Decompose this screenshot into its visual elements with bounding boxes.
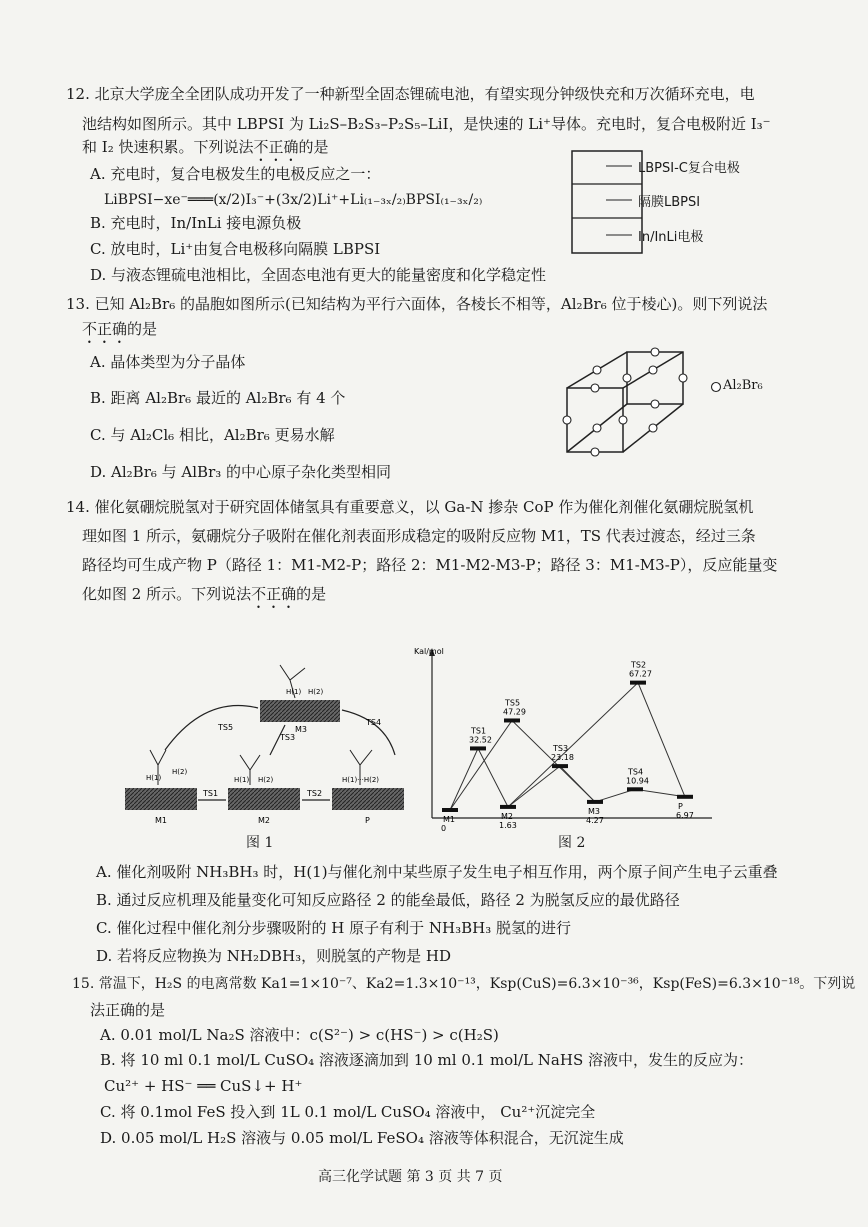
q12-option-a-line1: A. 充电时，复合电极发生的电极反应之一： [90,165,381,183]
level-value-ts2: 67.27 [629,669,652,679]
level-name-m2: M2 [501,811,513,821]
label-composite-electrode: LBPSI-C复合电极 [638,161,740,176]
edge-center-atom [563,416,571,424]
q15-stem-line1: 15. 常温下，H₂S 的电离常数 Ka1=1×10⁻⁷、Ka2=1.3×10⁻¹³，Ksp(CuS)=6.3×10⁻³⁶，Ksp(FeS)=6.3×10⁻¹⁸。下列说 [72,976,856,992]
q12-emphasis: 不正确 [253,138,299,156]
level-value-ts1: 32.52 [469,735,492,745]
label-ts5: TS5 [218,723,234,732]
q14-stem-line4 [82,584,326,612]
level-name-ts4: TS4 [628,767,644,777]
catalyst-p [332,788,404,810]
level-name-ts1: TS1 [471,726,487,736]
edge-center-atom [623,374,631,382]
q12-option-c: C. 放电时，Li⁺由复合电极移向隔膜 LBPSI [90,240,381,258]
level-name-m1: M1 [443,815,455,824]
q13-option-c: C. 与 Al₂Cl₆ 相比，Al₂Br₆ 更易水解 [90,426,335,444]
q12-option-b: B. 充电时，In/InLi 接电源负极 [90,214,302,232]
label-separator: 隔膜LBPSI [638,195,701,210]
label-ts3: TS3 [280,733,296,742]
level-value-m1: 0 [441,824,447,833]
edge-center-atom [649,366,657,374]
q14-stem-line2: 理如图 1 所示，氨硼烷分子吸附在催化剂表面形成稳定的吸附反应物 M1，TS 代表过渡态，经过三条 [82,527,756,545]
level-name-m3: M3 [588,806,600,816]
edge-center-atom [679,374,687,382]
level-value-m2: 1.63 [499,820,517,830]
q14-option-c: C. 催化过程中催化剂分步骤吸附的 H 原子有利于 NH₃BH₃ 脱氢的进行 [96,919,571,937]
level-name-p: P [678,801,683,811]
level-bar-m3 [587,800,603,804]
level-value-ts3: 23.18 [551,753,574,763]
level-bar-ts1 [470,746,486,750]
level-name-ts5: TS5 [505,698,521,708]
q15-option-b-line1: B. 将 10 ml 0.1 mol/L CuSO₄ 溶液逐滴加到 10 ml 0.1 mol/L NaHS 溶液中，发生的反应为： [100,1051,753,1069]
q12-stem-line3 [82,137,329,165]
fig1-caption: 图 1 [246,835,274,851]
energy-path-1 [450,748,508,810]
q12-stem-tail: 的是 [298,138,329,156]
q14-option-d: D. 若将反应物换为 NH₂DBH₃，则脱氢的产物是 HD [96,947,452,965]
label-h2-m2: H(2) [258,776,274,784]
molecule-sticks [150,665,372,785]
energy-path-2 [508,683,685,807]
level-bar-p [677,795,693,799]
q13-option-a: A. 晶体类型为分子晶体 [90,353,246,371]
label-ts2: TS2 [307,789,323,798]
q15-option-b-equation: Cu²⁺ + HS⁻ ══ CuS↓+ H⁺ [104,1077,303,1095]
edge-center-atom [591,448,599,456]
unit-cell-diagram [555,340,705,465]
level-value-ts4: 10.94 [626,776,649,786]
cell-back-face [627,352,683,404]
label-ts4: TS4 [366,718,382,727]
q14-stem-text: 化如图 2 所示。下列说法 [82,585,252,603]
legend-label: Al₂Br₆ [723,378,763,393]
label-m2: M2 [258,816,270,825]
q14-stem-tail: 的是 [296,585,327,603]
q12-option-a-equation: LiBPSI−xe⁻═══(x/2)I₃⁻+(3x/2)Li⁺+Li₍₁₋₃ₓ/₂₎BPSI₍₁₋₃ₓ/₂₎ [104,192,483,208]
energy-profile-chart [414,640,720,833]
q13-stem-tail: 的是 [127,320,158,338]
edge-center-atom [593,366,601,374]
edge-center-atom [651,348,659,356]
q13-option-b: B. 距离 Al₂Br₆ 最近的 Al₂Br₆ 有 4 个 [90,389,346,407]
legend-atom-icon [710,381,722,393]
label-h1-m1: H(1) [146,774,162,782]
level-value-p: 6.97 [676,810,694,820]
label-h2-m1: H(2) [172,768,188,776]
q14-stem-line3: 路径均可生成产物 P（路径 1：M1-M2-P；路径 2：M1-M2-M3-P；路径 3：M1-M3-P），反应能量变 [82,556,778,574]
q15-stem-line2: 法正确的是 [90,1001,166,1019]
label-m3: M3 [295,725,307,734]
edge-center-atom [593,424,601,432]
q15-option-d: D. 0.05 mol/L H₂S 溶液与 0.05 mol/L FeSO₄ 溶液等体积混合，无沉淀生成 [100,1129,624,1147]
q13-emphasis: 不正确 [82,320,128,338]
level-bar-ts3 [552,764,568,768]
label-p: P [365,816,370,825]
q12-stem-line2: 池结构如图所示。其中 LBPSI 为 Li₂S–B₂S₃–P₂S₅–LiI，是快速的 Li⁺导体。充电时，复合电极附近 I₃⁻ [82,115,771,133]
q14-emphasis: 不正确 [251,585,297,603]
q14-stem-line1: 14. 催化氨硼烷脱氢对于研究固体储氢具有重要意义，以 Ga-N 掺杂 CoP 作为催化剂催化氨硼烷脱氢机 [66,498,754,516]
q13-option-d: D. Al₂Br₆ 与 AlBr₃ 的中心原子杂化类型相同 [90,463,392,481]
level-bar-ts5 [504,718,520,722]
label-m1: M1 [155,816,167,825]
edge-center-atom [591,384,599,392]
edge-center-atom [619,416,627,424]
cell-front-face [567,388,623,452]
level-bar-m2 [500,805,516,809]
chart-energy-levels [441,661,694,833]
label-h1-m2: H(1) [234,776,250,784]
q14-option-b: B. 通过反应机理及能量变化可知反应路径 2 的能垒最低，路径 2 为脱氢反应的最优路径 [96,891,680,909]
energy-path-4 [508,766,595,807]
level-bar-ts2 [630,681,646,685]
page-footer: 高三化学试题 第 3 页 共 7 页 [318,1169,503,1185]
level-bar-ts4 [627,787,643,791]
label-h1h2-p: H(1)···H(2) [342,776,380,784]
q12-option-d: D. 与液态锂硫电池相比，全固态电池有更大的能量密度和化学稳定性 [90,266,547,284]
ts4-arrow [342,710,395,755]
level-value-ts5: 47.29 [503,707,526,717]
catalyst-m3 [260,700,340,722]
ts5-arrow [165,706,258,750]
q15-option-c: C. 将 0.1mol FeS 投入到 1L 0.1 mol/L CuSO₄ 溶液中， Cu²⁺沉淀完全 [100,1103,596,1121]
q13-stem-line2 [82,319,157,347]
q12-stem-text: 和 I₂ 快速积累。下列说法 [82,138,254,156]
catalyst-m1 [125,788,197,810]
mechanism-figure [110,640,410,825]
q14-option-a: A. 催化剂吸附 NH₃BH₃ 时，H(1)与催化剂中某些原子发生电子相互作用，两个原子间产生电子云重叠 [96,863,778,881]
level-bar-m1 [442,808,458,812]
catalyst-m2 [228,788,300,810]
level-name-ts2: TS2 [631,660,647,670]
label-h1-m3: H(1) [286,688,302,696]
y-axis-label: Kal/mol [414,647,444,656]
label-h2-m3: H(2) [308,688,324,696]
q12-stem-line1: 12. 北京大学庞全全团队成功开发了一种新型全固态锂硫电池，有望实现分钟级快充和万次循环充电，电 [66,85,755,103]
level-name-ts3: TS3 [553,744,569,754]
label-ts1: TS1 [203,789,219,798]
q15-option-a: A. 0.01 mol/L Na₂S 溶液中：c(S²⁻) > c(HS⁻) > c(H₂S) [100,1026,499,1044]
edge-center-atom [649,424,657,432]
q13-stem-line1: 13. 已知 Al₂Br₆ 的晶胞如图所示(已知结构为平行六面体，各棱长不相等，Al₂Br₆ 位于棱心)。则下列说法 [66,295,768,313]
fig2-caption: 图 2 [558,835,586,851]
label-in-electrode: In/InLi电极 [638,230,704,245]
level-value-m3: 4.27 [586,815,604,825]
edge-center-atom [651,400,659,408]
